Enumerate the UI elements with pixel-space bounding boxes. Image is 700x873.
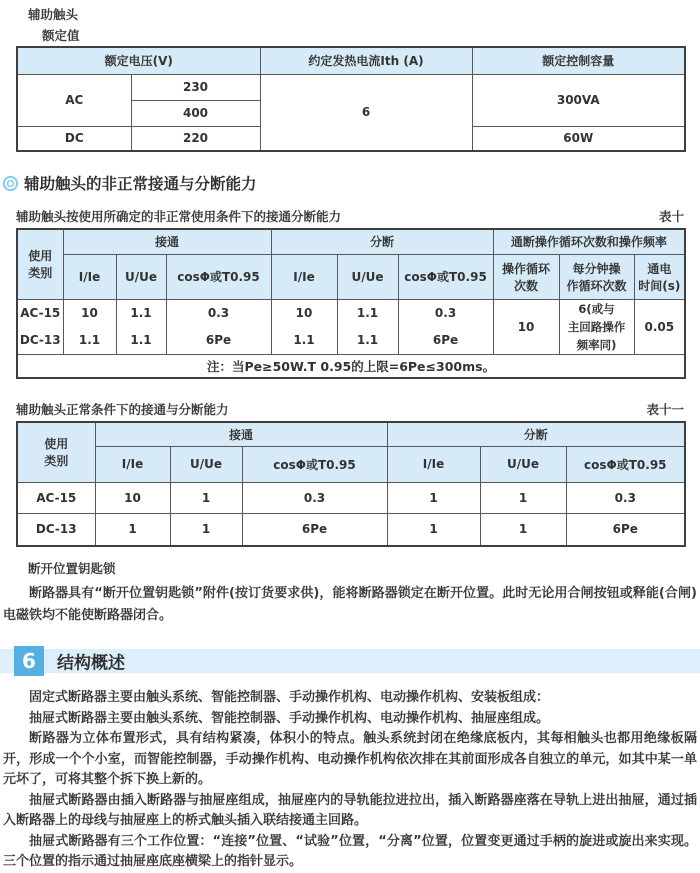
- cell-line: 主回路操作: [567, 319, 626, 334]
- keylock-paragraph: 断路器具有“断开位置钥匙锁”附件(按订货要求供)，能将断路器锁定在断开位置。此时无论用合闸按钮或释能(合闸)电磁铁均不能使断路器闭合。: [3, 586, 697, 623]
- cell-line: 1.1: [293, 332, 315, 347]
- cell-line: AC-15: [20, 305, 61, 320]
- cell-dc-voltage: 220: [131, 126, 260, 151]
- header-line: 使用: [28, 249, 53, 264]
- section-number-badge: 6: [14, 646, 44, 676]
- cell-cycles-per-min-value: [559, 299, 634, 354]
- cell-line: 10: [81, 305, 98, 320]
- table-caption-row: [16, 400, 684, 418]
- table-header-row: [17, 254, 685, 299]
- abnormal-capacity-table: [16, 228, 686, 379]
- table-data-row: [17, 513, 685, 546]
- ratings-table: [16, 46, 686, 152]
- header-energize-time: [634, 254, 685, 299]
- section-banner: [0, 649, 700, 673]
- cell-make-cos: [166, 299, 271, 354]
- cell-break-cos: 6Pe: [566, 513, 685, 546]
- table-row: [17, 74, 685, 100]
- header-i-ie: I/Ie: [63, 254, 116, 299]
- cell-break-cos: 0.3: [566, 482, 685, 513]
- cell-ac-voltage-400: 400: [131, 100, 260, 126]
- cell-break-i: [271, 299, 337, 354]
- header-i-ie: I/Ie: [95, 446, 170, 482]
- header-break-group: 分断: [271, 229, 493, 254]
- table-number-label: 表十一: [646, 402, 684, 417]
- cell-line: 1.1: [356, 305, 379, 320]
- ratings-subtitle: 额定值: [42, 28, 80, 43]
- note-text: 注：当Pe≥50W.T 0.95的上限=6Pe≤300ms。: [17, 354, 685, 378]
- header-line: 时间(s): [638, 278, 681, 293]
- section-heading-text: 辅助触头的非正常接通与分断能力: [24, 175, 257, 193]
- keylock-heading: 断开位置钥匙锁: [28, 561, 116, 576]
- cell-break-i: 1: [387, 513, 480, 546]
- header-i-ie: I/Ie: [387, 446, 480, 482]
- cell-make-cos: 0.3: [242, 482, 387, 513]
- cell-line: 1.1: [356, 332, 379, 347]
- cell-line: 0.3: [207, 305, 230, 320]
- cell-break-u: 1: [480, 482, 566, 513]
- section-title: 结构概述: [57, 653, 125, 674]
- header-control-capacity: 额定控制容量: [472, 47, 685, 74]
- cell-make-u: 1: [170, 482, 242, 513]
- paragraph: 抽屉式断路器有三个工作位置：“连接”位置、“试验”位置，“分离”位置，位置变更通过手柄的旋进或旋出来实现。三个位置的指示通过抽屉座底座横梁上的指针显示。: [3, 833, 697, 869]
- cell-break-cos: [398, 299, 493, 354]
- header-make-group: 接通: [95, 422, 387, 446]
- header-i-ie: I/Ie: [271, 254, 337, 299]
- cell-line: 1.1: [130, 305, 152, 320]
- cell-make-i: 10: [95, 482, 170, 513]
- header-u-ue: U/Ue: [480, 446, 566, 482]
- header-line: 次数: [514, 278, 539, 293]
- header-break-group: 分断: [387, 422, 685, 446]
- cell-break-u: [337, 299, 398, 354]
- header-line: 类别: [44, 454, 69, 469]
- normal-capacity-table: [16, 421, 686, 547]
- header-line: 类别: [28, 266, 53, 281]
- header-make-group: 接通: [63, 229, 271, 254]
- cell-use-category: AC-15: [17, 482, 95, 513]
- header-cos: cosΦ或T0.95: [166, 254, 271, 299]
- cell-break-i: 1: [387, 482, 480, 513]
- section-heading-abnormal: [2, 172, 700, 194]
- cell-use-category: DC-13: [17, 513, 95, 546]
- cell-ac-label: AC: [17, 74, 131, 126]
- cell-make-u: [116, 299, 166, 354]
- table-note-row: [17, 354, 685, 378]
- cell-line: 频率同): [576, 337, 617, 352]
- cell-break-u: 1: [480, 513, 566, 546]
- paragraph: 抽屉式断路器主要由触头系统、智能控制器、手动操作机构、电动操作机构、抽屉座组成。: [29, 710, 550, 726]
- header-u-ue: U/Ue: [170, 446, 242, 482]
- table-caption: 辅助触头按使用所确定的非正常使用条件下的接通分断能力: [16, 209, 342, 224]
- cell-dc-label: DC: [17, 126, 131, 151]
- header-line: 通电: [647, 261, 672, 276]
- header-line: 每分钟操: [572, 261, 621, 276]
- cell-line: 1.1: [78, 332, 101, 347]
- table-header-row: [17, 47, 685, 74]
- cell-make-i: 1: [95, 513, 170, 546]
- page-title: 辅助触头: [28, 7, 79, 22]
- paragraph: 固定式断路器主要由触头系统、智能控制器、手动操作机构、电动操作机构、安装板组成：: [29, 690, 550, 705]
- table-caption: 辅助触头正常条件下的接通与分断能力: [16, 402, 229, 417]
- cell-line: 1.1: [130, 332, 152, 347]
- table-header-row: [17, 229, 685, 254]
- cell-make-u: 1: [170, 513, 242, 546]
- paragraph: 抽屉式断路器由插入断路器与抽屉座组成，抽屉座内的导轨能拉进拉出，插入断路器座落在导轨上进出抽屉，通过插入断路器上的母线与抽屉座上的桥式触头插入联结接通主回路。: [3, 792, 697, 828]
- cell-use-category: [17, 299, 63, 354]
- header-u-ue: U/Ue: [337, 254, 398, 299]
- header-cos: cosΦ或T0.95: [398, 254, 493, 299]
- cell-line: 0.3: [434, 305, 457, 320]
- header-line: 使用: [44, 437, 69, 452]
- cell-ac-capacity: 300VA: [472, 74, 685, 126]
- table-data-row: [17, 299, 685, 354]
- header-use-category: [17, 422, 95, 482]
- cell-ac-voltage-230: 230: [131, 74, 260, 100]
- header-line: 作循环次数: [566, 278, 627, 293]
- cell-op-cycles-value: 10: [493, 299, 559, 354]
- cell-line: 6(或与: [578, 301, 615, 316]
- header-rated-voltage: 额定电压(V): [17, 47, 260, 74]
- cell-make-i: [63, 299, 116, 354]
- table-data-row: [17, 482, 685, 513]
- double-circle-icon: [2, 175, 19, 192]
- header-op-cycles: [493, 254, 559, 299]
- cell-make-cos: 6Pe: [242, 513, 387, 546]
- cell-current-value: 6: [260, 74, 472, 151]
- header-use-category: [17, 229, 63, 299]
- cell-line: 6Pe: [205, 332, 232, 347]
- header-thermal-current: 约定发热电流Ith (A): [260, 47, 472, 74]
- table-caption-row: [16, 207, 684, 225]
- table-number-label: 表十: [658, 209, 684, 224]
- header-cycles-per-min: [559, 254, 634, 299]
- header-cos: cosΦ或T0.95: [242, 446, 387, 482]
- table-header-row: [17, 422, 685, 446]
- paragraph: 断路器为立体布置形式，具有结构紧凑，体积小的特点。触头系统封闭在绝缘底板内，其每相触头也都用绝缘板隔开，形成一个个小室，而智能控制器，手动操作机构、电动操作机构依次排在其前面形成各自独立的单元，如其中某一单元坏了，可将其整个拆下换上新的。: [3, 731, 697, 787]
- header-u-ue: U/Ue: [116, 254, 166, 299]
- table-header-row: [17, 446, 685, 482]
- header-cos: cosΦ或T0.95: [566, 446, 685, 482]
- cell-energize-time-value: 0.05: [634, 299, 685, 354]
- header-line: 操作循环: [502, 261, 551, 276]
- cell-line: DC-13: [19, 332, 61, 347]
- cell-line: 10: [295, 305, 313, 320]
- cell-dc-capacity: 60W: [472, 126, 685, 151]
- header-cycles-group: 通断操作循环次数和操作频率: [493, 229, 685, 254]
- cell-line: 6Pe: [432, 332, 459, 347]
- structure-overview-body: [3, 688, 697, 873]
